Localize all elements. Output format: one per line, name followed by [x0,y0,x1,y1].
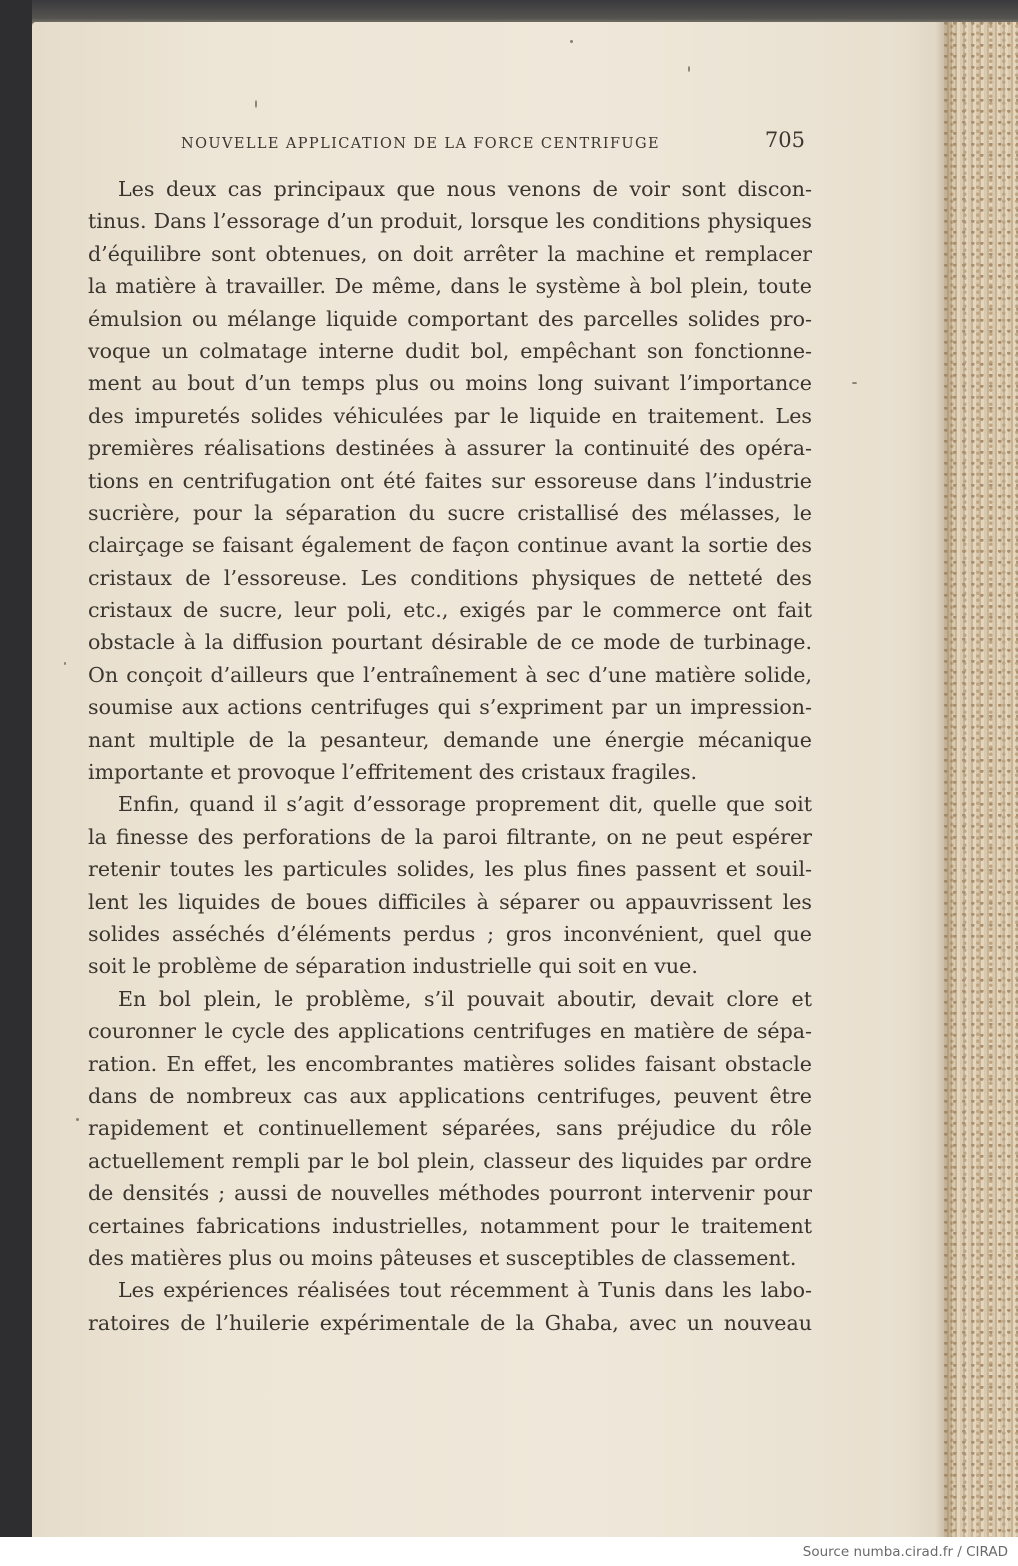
text-line: certaines fabrications industrielles, notamment pour le traitement [88,1213,812,1238]
text-line: soit le problème de séparation industrielle qui soit en vue. [88,954,698,979]
text-line: sucrière, pour la séparation du sucre cristallisé des mélasses, le [88,500,812,525]
text-line: ment au bout d’un temps plus ou moins long suivant l’importance [88,371,812,396]
text-line: voque un colmatage interne dudit bol, empêchant son fonctionne- [88,338,812,363]
text-line: de densités ; aussi de nouvelles méthodes pourront intervenir pour [88,1181,812,1206]
paper-speck [852,382,857,384]
text-line: la finesse des perforations de la paroi filtrante, on ne peut espérer [88,824,812,849]
text-line: En bol plein, le problème, s’il pouvait aboutir, devait clore et [118,986,812,1011]
text-line: Les deux cas principaux que nous venons de voir sont discon- [118,177,812,201]
text-line: solides asséchés d’éléments perdus ; gros inconvénient, quel que [88,921,812,946]
text-line: Les expériences réalisées tout récemment à Tunis dans les labo- [118,1278,812,1303]
text-line: clairçage se faisant également de façon continue avant la sortie des [88,533,812,558]
text-line: la matière à travailler. De même, dans le système à bol plein, toute [88,274,812,299]
text-line: lent les liquides de boues difficiles à séparer ou appauvrissent les [88,889,812,914]
text-line: émulsion ou mélange liquide comportant des parcelles solides pro- [88,306,812,331]
text-line: cristaux de l’essoreuse. Les conditions physiques de netteté des [88,565,812,590]
page-number: 705 [764,128,805,152]
text-line: cristaux de sucre, leur poli, etc., exigés par le commerce ont fait [88,598,812,623]
paper-speck [64,662,66,665]
body-text [88,173,812,1339]
text-line: ratoires de l’huilerie expérimentale de la Ghaba, avec un nouveau [88,1310,812,1335]
text-line: tinus. Dans l’essorage d’un produit, lorsque les conditions physiques [88,209,812,234]
paper-speck [255,100,257,108]
text-line: ration. En effet, les encombrantes matières solides faisant obstacle [88,1051,812,1076]
text-line: dans de nombreux cas aux applications centrifuges, peuvent être [88,1083,812,1108]
text-line: des impuretés solides véhiculées par le liquide en traitement. Les [88,403,812,428]
text-line: obstacle à la diffusion pourtant désirable de ce mode de turbinage. [88,630,812,655]
text-line: premières réalisations destinées à assurer la continuité des opéra- [88,436,812,461]
text-line: d’équilibre sont obtenues, on doit arrêter la machine et remplacer [88,241,812,266]
text-line: Enfin, quand il s’agit d’essorage proprement dit, quelle que soit [118,792,812,817]
text-line: importante et provoque l’effritement des cristaux fragiles. [88,760,698,785]
running-title: NOUVELLE APPLICATION DE LA FORCE CENTRIFUGE [181,136,661,152]
source-credit: Source numba.cirad.fr / CIRAD [802,1544,1008,1560]
text-line: soumise aux actions centrifuges qui s’expriment par un impression- [88,695,812,720]
text-line: On conçoit d’ailleurs que l’entraînement à sec d’une matière solide, [88,662,812,687]
page-header [181,128,809,158]
page-edge-shadow [936,22,952,1537]
text-line: actuellement rempli par le bol plein, classeur des liquides par ordre [88,1148,812,1173]
text-line: nant multiple de la pesanteur, demande une énergie mécanique [88,727,812,752]
text-line: des matières plus ou moins pâteuses et susceptibles de classement. [88,1245,797,1270]
scan-left-border [0,0,32,1537]
paper-speck [76,1118,79,1121]
text-line: couronner le cycle des applications centrifuges en matière de sépa- [88,1019,812,1044]
text-line: tions en centrifugation ont été faites sur essoreuse dans l’industrie [88,468,812,493]
text-line: rapidement et continuellement séparées, sans préjudice du rôle [88,1116,812,1141]
paper-speck [570,40,573,43]
text-line: retenir toutes les particules solides, les plus fines passent et souil- [88,857,812,882]
page-edge-stack [944,22,1018,1537]
paper-speck [688,66,690,72]
